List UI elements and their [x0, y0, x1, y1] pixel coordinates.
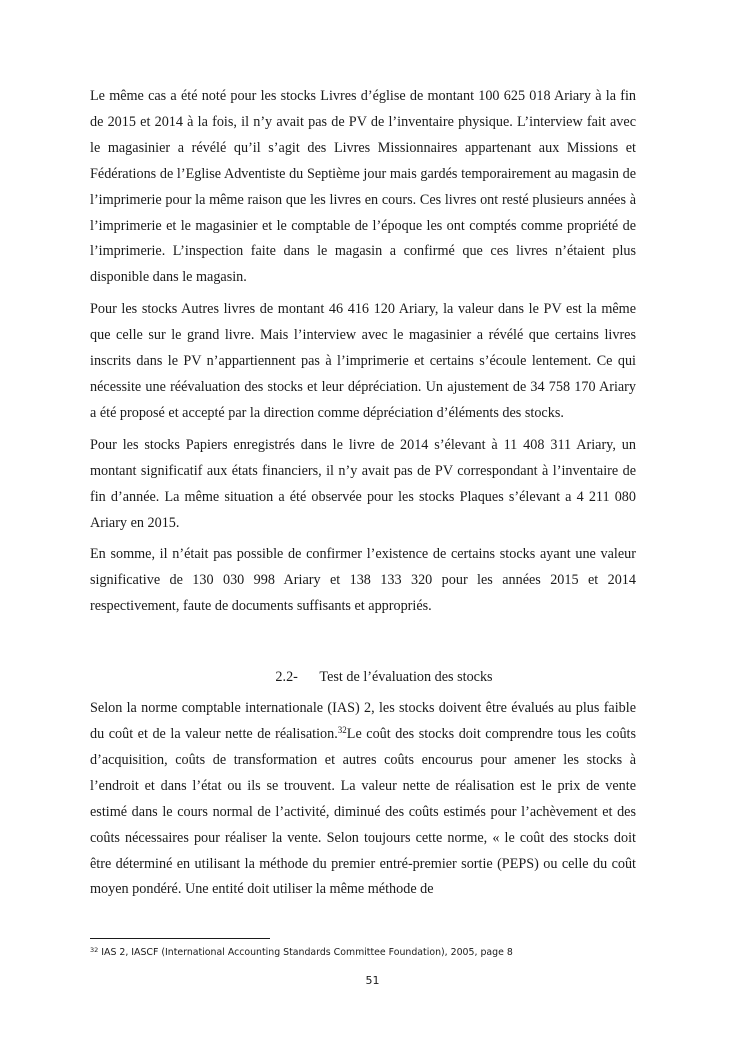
paragraph-en-somme: En somme, il n’était pas possible de confirmer l’existence de certains stocks ayant une valeur significative de 130 030 998 Ariary et 138 133 320 pour les années 2015 et 2014 respectivement, faute de documents suffisants et appropriés. — [90, 546, 636, 615]
paragraph-ias2-text-end: Le coût des stocks doit comprendre tous les coûts d’acquisition, coûts de transformation et autres coûts encourus pour amener les stocks à l’endroit et dans l’état ou ils se trouvent. La valeur nette de réalisation est le prix de vente estimé dans le cours normal de l’activité, diminué des coûts estimés pour l’achèvement et des coûts nécessaires pour réaliser la vente. Selon toujours cette norme, « le coût des stocks doit être déterminé en utilisant la méthode du premier entré-premier sortie (PEPS) ou celle du coût moyen pondéré. Une entité doit utiliser la même méthode de — [90, 726, 637, 898]
paragraph-autres-livres: Pour les stocks Autres livres de montant 46 416 120 Ariary, la valeur dans le PV est la même que celle sur le grand livre. Mais l’interview avec le magasinier a révélé que certains livres inscrits dans le PV n’appartiennent pas à l’imprimerie et certains s’écoule lentement. Ce qui nécessite une réévaluation des stocks et leur dépréciation. Un ajustement de 34 758 170 Ariary a été proposé et accepté par la direction comme dépréciation d’éléments des stocks. — [90, 301, 636, 421]
page-body — [90, 84, 636, 909]
paragraph-ias2 — [90, 696, 636, 903]
footnote-reference[interactable]: 32 — [337, 725, 347, 736]
section-title: Test de l’évaluation des stocks — [319, 669, 493, 686]
page-number: 51 — [365, 974, 380, 987]
paragraph-ias2-text-start: Selon la norme comptable internationale (IAS) 2, les stocks doivent être évalués au plus faible du coût et de la valeur nette de réalisation. — [90, 700, 636, 743]
section-heading — [90, 664, 636, 690]
footnote-marker: 32 — [90, 946, 99, 954]
footnote-separator — [90, 938, 270, 939]
footnote-text: IAS 2, IASCF (International Accounting Standards Committee Foundation), 2005, page 8 — [98, 947, 513, 958]
paragraph-papiers-plaques: Pour les stocks Papiers enregistrés dans le livre de 2014 s’élevant à 11 408 311 Ariary, un montant significatif aux états financiers, il n’y avait pas de PV correspondant à l’inventaire de fin d’année. La même situation a été observée pour les stocks Plaques s’élevant a 4 211 080 Ariary en 2015. — [90, 436, 636, 531]
footnote — [90, 946, 636, 960]
section-number: 2.2- — [275, 669, 298, 686]
paragraph-livres-eglise: Le même cas a été noté pour les stocks Livres d’église de montant 100 625 018 Ariary à la fin de 2015 et 2014 à la fois, il n’y avait pas de PV de l’inventaire physique. L’interview fait avec le magasinier a révélé qu’il s’agit des Livres Missionnaires appartenant aux Missions et Fédérations de l’Eglise Adventiste du Septième jour mais gardés temporairement au magasin de l’imprimerie pour la même raison que les livres en cours. Ces livres ont resté plusieurs années à l’imprimerie et le magasinier et le comptable de l’époque les ont comptés comme propriété de l’imprimerie. L’inspection faite dans le magasin a confirmé que ces livres n’étaient plus disponible dans le magasin. — [90, 88, 636, 286]
